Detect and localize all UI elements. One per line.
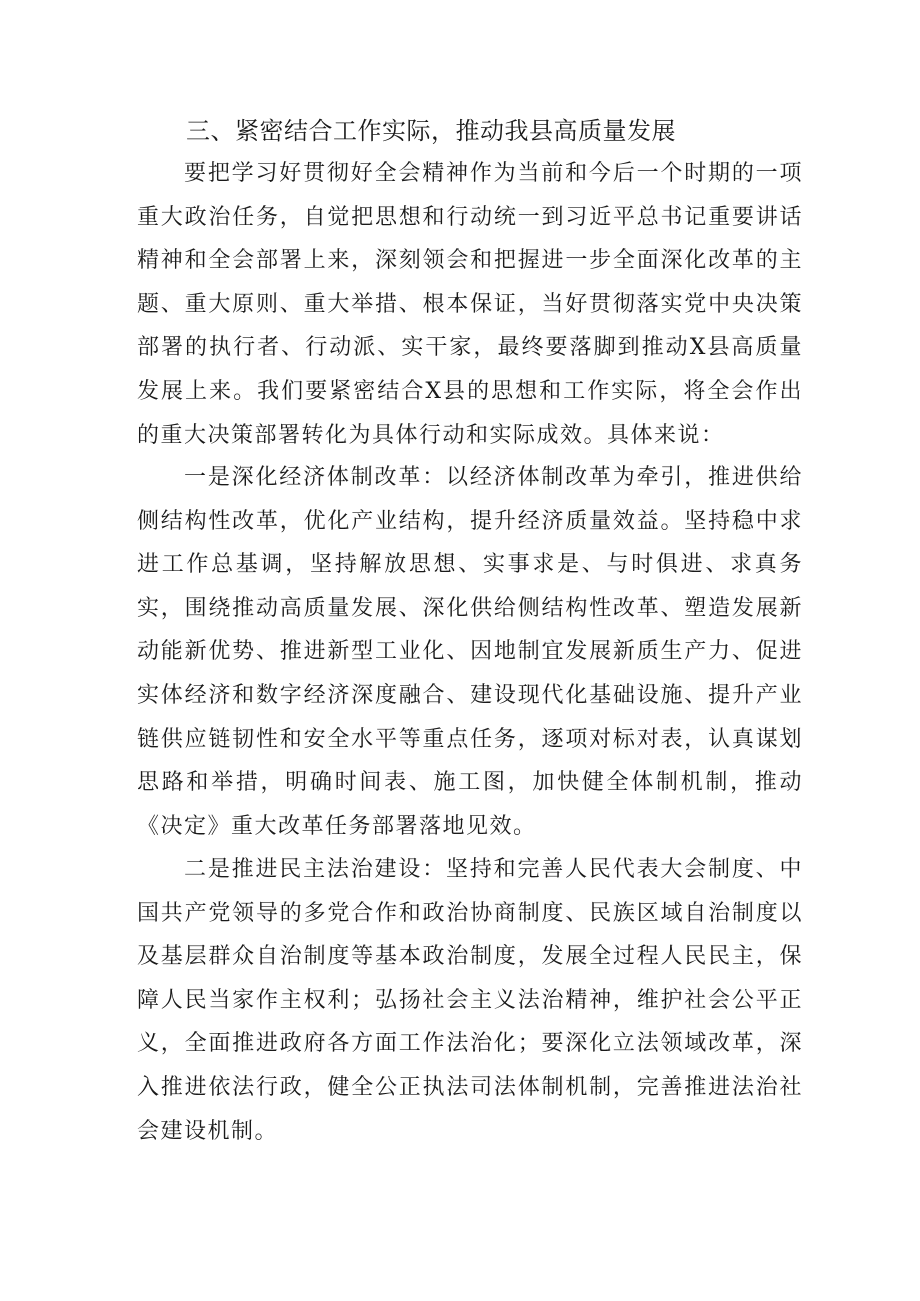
paragraph-democracy-rule-of-law: 二是推进民主法治建设：坚持和完善人民代表大会制度、中国共产党领导的多党合作和政治协商制度、民族区域自治制度以及基层群众自治制度等基本政治制度，发展全过程人民民主，保障人民当家作主权利；弘扬社会主义法治精神，维护社会公平正义，全面推进政府各方面工作法治化；要深化立法领域改革，深入推进依法行政，健全公正执法司法体制机制，完善推进法治社会建设机制。 [137,857,803,1144]
paragraph-economic-reform: 一是深化经济体制改革：以经济体制改革为牵引，推进供给侧结构性改革，优化产业结构，提升经济质量效益。坚持稳中求进工作总基调，坚持解放思想、实事求是、与时俱进、求真务实，围绕推动高质量发展、深化供给侧结构性改革、塑造发展新动能新优势、推进新型工业化、因地制宜发展新质生产力、促进实体经济和数字经济深度融合、建设现代化基础设施、提升产业链供应链韧性和安全水平等重点任务，逐项对标对表，认真谋划思路和举措，明确时间表、施工图，加快健全体制机制，推动《决定》重大改革任务部署落地见效。 [137,465,803,839]
paragraph-intro: 要把学习好贯彻好全会精神作为当前和今后一个时期的一项重大政治任务，自觉把思想和行动统一到习近平总书记重要讲话精神和全会部署上来，深刻领会和把握进一步全面深化改革的主题、重大原则、重大举措、根本保证，当好贯彻落实党中央决策部署的执行者、行动派、实干家，最终要落脚到推动X县高质量发展上来。我们要紧密结合X县的思想和工作实际，将全会作出的重大决策部署转化为具体行动和实际成效。具体来说： [137,161,803,448]
section-heading: 三、紧密结合工作实际，推动我县高质量发展 [186,117,676,145]
